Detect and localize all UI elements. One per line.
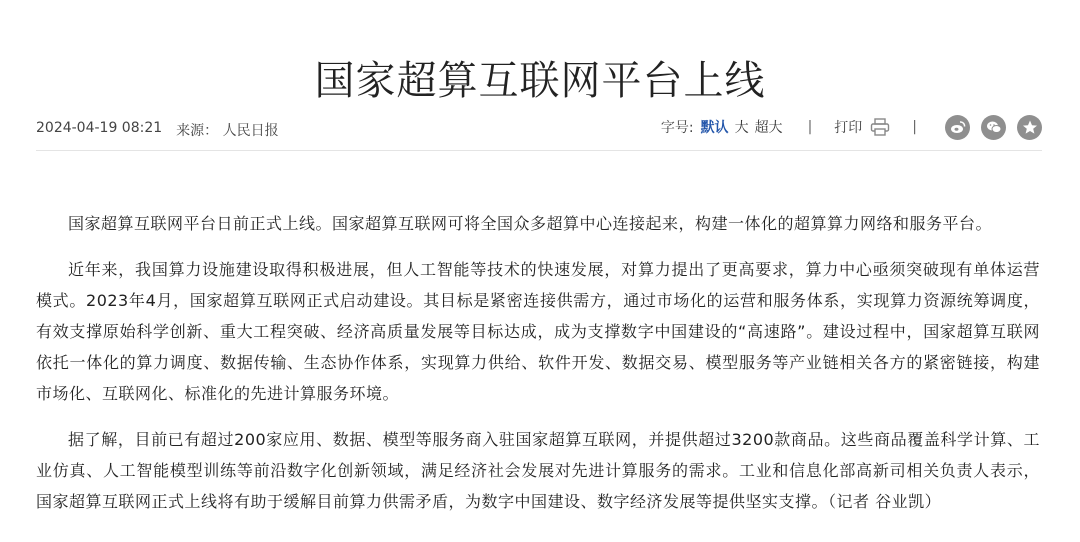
- font-size-xlarge-button[interactable]: 超大: [754, 120, 783, 136]
- source-name: 人民日报: [222, 123, 279, 139]
- share-buttons: [945, 115, 1042, 140]
- toolbar-separator: |: [807, 119, 813, 135]
- article-info: [36, 120, 279, 140]
- font-size-default-button[interactable]: 默认: [700, 120, 729, 136]
- source-label: 来源：: [176, 123, 219, 139]
- qzone-icon[interactable]: [1017, 115, 1042, 140]
- printer-icon: [870, 118, 890, 136]
- source-info: [176, 120, 278, 140]
- toolbar-separator-2: |: [912, 119, 917, 135]
- weibo-icon[interactable]: [945, 115, 970, 140]
- article-title: 国家超算互联网平台上线: [314, 57, 766, 104]
- wechat-icon[interactable]: [981, 115, 1006, 140]
- article-paragraph-1: 国家超算互联网平台日前正式上线。国家超算互联网可将全国众多超算中心连接起来，构建一体化的超算算力网络和服务平台。: [68, 214, 993, 233]
- publish-date: 2024-04-19 08:21: [36, 120, 163, 136]
- article-paragraph-3: 据了解，目前已有超过200家应用、数据、模型等服务商入驻国家超算互联网，并提供超过3200款商品。这些商品覆盖科学计算、工业仿真、人工智能模型训练等前沿数字化创新领域，满足经济社会发展对先进计算服务的需求。工业和信息化部高新司相关负责人表示，国家超算互联网正式上线将有助于缓解目前算力供需矛盾，为数字中国建设、数字经济发展等提供坚实支撑。（记者 谷业凯）: [36, 430, 1040, 511]
- article-meta-bar: [36, 112, 1042, 148]
- font-size-label: 字号:: [660, 120, 694, 136]
- header-divider: [36, 150, 1042, 151]
- article-body: [36, 208, 1040, 532]
- article-toolbar: [661, 112, 1042, 142]
- font-size-large-button[interactable]: 大: [734, 120, 749, 136]
- print-label: 打印: [834, 120, 863, 136]
- article-paragraph-2: 近年来，我国算力设施建设取得积极进展，但人工智能等技术的快速发展，对算力提出了更高要求，算力中心亟须突破现有单体运营模式。2023年4月，国家超算互联网正式启动建设。其目标是紧密连接供需方，通过市场化的运营和服务体系，实现算力资源统筹调度，有效支撑原始科学创新、重大工程突破、经济高质量发展等目标达成，成为支撑数字中国建设的“高速路”。建设过程中，国家超算互联网依托一体化的算力调度、数据传输、生态协作体系，实现算力供给、软件开发、数据交易、模型服务等产业链相关各方的紧密链接，构建市场化、互联网化、标准化的先进计算服务环境。: [36, 260, 1040, 403]
- print-button[interactable]: [834, 117, 890, 137]
